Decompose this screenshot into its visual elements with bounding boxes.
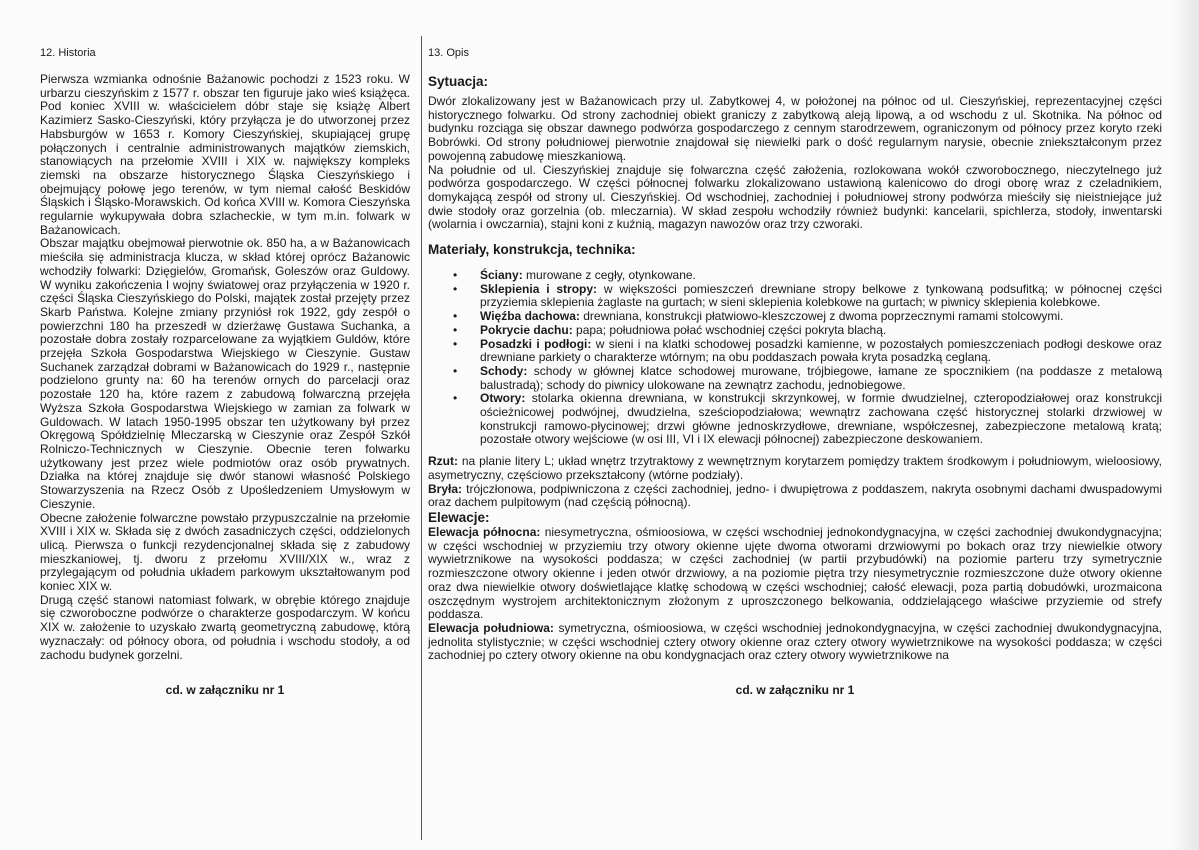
item-label: Schody: xyxy=(480,363,528,378)
scan-edge-shadow xyxy=(1171,0,1199,850)
item-text: w sieni i na klatki schodowej posadzki kamienne, w pozostałych pomieszczeniach podłogi deskowe oraz drewniane parkiety o charakterze wtórnym; na obu poddaszach powała kryta posadzką ceglaną. xyxy=(480,336,1162,365)
bullet-icon: • xyxy=(453,336,458,351)
bullet-icon: • xyxy=(453,309,458,324)
elewacja-polnocna-text: niesymetryczna, ośmioosiowa, w części wschodniej jednokondygnacyjna, w części zachodniej dwukondygnacyjna; w części wschodniej w przyziemiu trzy otwory okienne ujęte dwoma otworami drzwiowymi po bokach oraz trzy niewielkie otwory wywietrznikowe na wysokości poddasza; w części zachodniej (w partii przybudówki) na poziomie parteru trzy symetrycznie rozmieszczone otwory okienne i jeden otwór drzwiowy, a na poziomie piętra trzy niesymetrycznie rozmieszczone duże otwory okienne oraz dwa niewielkie otwory doświetlające klatkę schodową w części wschodniej; całość elewacji, poza partią dobudówki, urozmaicona oszczędnym wystrojem architektonicznym złożonym z uproszczonego belkowania, oddzielającego właściwe przyziemie od strefy poddasza. xyxy=(428,524,1162,622)
item-text: murowane z cegły, otynkowane. xyxy=(522,268,696,283)
materials-list xyxy=(428,269,1162,447)
heading-materialy: Materiały, konstrukcja, technika: xyxy=(428,242,636,258)
item-label: Ściany: xyxy=(480,268,523,283)
heading-sytuacja: Sytuacja: xyxy=(428,74,489,89)
continuation-note-left: cd. w załączniku nr 1 xyxy=(165,683,285,698)
bryla-label: Bryła: xyxy=(428,481,463,496)
item-label: Otwory: xyxy=(480,391,526,406)
bullet-icon: • xyxy=(453,322,458,337)
history-paragraph: Pierwsza wzmianka odnośnie Bażanowic pochodzi z 1523 roku. W urbarzu cieszyńskim z 1577 r. obszar ten figuruje jako wieś książęca. Pod koniec XVIII w. właścicielem dóbr staje się książę Albert Kazimierz Sasko-Cieszyński, który przyłącza je do utworzonej przez Habsburgów w 1653 r. Komory Cieszyńskiej, skupiającej grupę połączonych i centralnie administrowanych majątków ziemskich, stanowiących na przełomie XVIII i XIX w. największy kompleks ziemski na obszarze historycznego Śląska Cieszyńskiego i obejmujący połowę jego terenów, w tym niemal całość Beskidów Śląskich i Śląsko-Morawskich. Od końca XVIII w. Komora Cieszyńska regularnie wykupywała dobra szlacheckie, w tym m.in. folwark w Bażanowicach. xyxy=(40,72,410,237)
item-text: papa; południowa połać wschodniej części pokryta blachą. xyxy=(572,322,887,337)
history-column xyxy=(40,46,410,697)
column-divider xyxy=(421,36,422,840)
list-item xyxy=(453,336,1162,365)
bullet-icon: • xyxy=(453,391,458,406)
list-item xyxy=(453,391,1162,447)
elewacja-polnocna-label: Elewacja północna: xyxy=(428,524,541,539)
elewacja-poludniowa-label: Elewacja południowa: xyxy=(428,620,554,635)
item-label: Pokrycie dachu: xyxy=(480,322,573,337)
list-item xyxy=(453,268,1162,283)
sytuacja-paragraph: Dwór zlokalizowany jest w Bażanowicach przy ul. Zabytkowej 4, w położonej na północ od ul. Cieszyńskiej, reprezentacyjnej części historycznego folwarku. Od strony zachodniej obiekt graniczy z zabytkową aleją lipową, a od wschodu z ul. Skotnika. Na północ od budynku rozciąga się obszar dawnego podwórza gospodarczego z cennym starodrzewem, ograniczonym od północy przez koryto rzeki Bobrówki. Od strony południowej pierwotnie znajdował się niewielki park o dość regularnym narysie, obecnie zniekształconym przez powojenną zabudowę mieszkaniową. xyxy=(428,94,1162,163)
item-text: drewniana, konstrukcji płatwiowo-kleszczowej z dwoma poprzecznymi ramami stolcowymi. xyxy=(579,309,1064,324)
item-label: Sklepienia i stropy: xyxy=(480,281,598,296)
item-label: Więźba dachowa: xyxy=(480,309,580,324)
history-paragraph: Obecne założenie folwarczne powstało przypuszczalnie na przełomie XVIII i XIX w. Składa się z dwóch zasadniczych części, oddzielonych ulicą. Pierwsza o funkcji rezydencjonalnej składa się z zabudowy mieszkaniowej, tj. dworu z przełomu XVIII/XIX w., wraz z przylegającym od południa układem parkowym ukształtowanym pod koniec XIX w. xyxy=(40,510,410,594)
list-item xyxy=(453,363,1162,392)
item-text: schody w głównej klatce schodowej murowane, trójbiegowe, łamane ze spocznikiem (na poddasze z metalową balustradą); schody do piwnicy ulokowane na zewnątrz zachodu, jednobiegowe. xyxy=(480,363,1162,392)
list-item xyxy=(453,281,1162,310)
section-label-opis: 13. Opis xyxy=(428,47,469,59)
item-label: Posadzki i podłogi: xyxy=(480,336,592,351)
elewacja-poludniowa-text: symetryczna, ośmioosiowa, w części wschodniej jednokondygnacyjna, w części zachodniej dwukondygnacyjna, jednolita stylistycznie; w części wschodniej cztery otwory okienne oraz cztery otwory wywietrznikowe na wysokości poddasza; w części zachodniej po cztery otwory okienne na obu kondygnacjach oraz cztery otwory wywietrznikowe na xyxy=(428,620,1162,663)
history-paragraph: Drugą część stanowi natomiast folwark, w obrębie którego znajduje się czworoboczne podwórze o charakterze gospodarczym. W końcu XIX w. założenie to uzyskało zwartą geometryczną zabudowę, którą wyznaczały: od północy obora, od południa i wschodu stodoły, a od zachodu budynek gorzelni. xyxy=(40,592,410,662)
list-item xyxy=(453,322,1162,338)
elewacje-block xyxy=(428,526,1162,663)
rzut-text: na planie litery L; układ wnętrz trzytraktowy z wewnętrznym korytarzem pomiędzy traktem środkowym i południowym, wieloosiowy, asymetryczny, częściowo przekształcony (wtórne podziały). xyxy=(428,454,1162,482)
heading-elewacje: Elewacje: xyxy=(428,509,490,525)
sytuacja-text xyxy=(428,95,1162,232)
rzut-block xyxy=(428,455,1162,510)
sytuacja-paragraph: Na południe od ul. Cieszyńskiej znajduje się folwarczna część założenia, rozlokowana wokół czworobocznego, nieczytelnego już podwórza gospodarczego. W części północnej folwarku zlokalizowano ustawioną kalenicowo do drogi oborę wraz z czeladnikiem, domykającą zespół od strony ul. Cieszyńskiej. Od wschodniej, zachodniej i południowej strony podwórza mieściły się nieistniejące już dwie stodoły oraz gorzelnia (ob. mleczarnia). W skład zespołu wchodziły również budynki: kancelarii, spichlerza, stodoły, inwentarski (wolarnia i owczarnia), stajni koni z kuźnią, magazyn nawozów oraz trzy czworaki. xyxy=(428,162,1162,232)
history-text xyxy=(40,73,410,662)
bullet-icon: • xyxy=(453,268,458,283)
section-label-historia: 12. Historia xyxy=(40,47,96,59)
bullet-icon: • xyxy=(453,363,458,378)
bullet-icon: • xyxy=(453,281,458,296)
history-paragraph: Obszar majątku obejmował pierwotnie ok. 850 ha, a w Bażanowicach mieściła się administracja klucza, w skład której oprócz Bażanowic wchodziły folwarki: Dzięgielów, Gromańsk, Goleszów oraz Guldowy. W wyniku zakończenia I wojny światowej oraz przyłączenia w 1920 r. części Śląska Cieszyńskiego do Polski, majątek został przejęty przez Skarb Państwa. Kolejne zmiany przyniósł rok 1922, gdy zespół o powierzchni 180 ha przeszedł w dzierżawę Gustawa Suchanka, a pozostałe dobra zostały rozparcelowane za wyjątkiem Guldów, które przejęła Szkoła Gospodarstwa Wiejskiego w Cieszynie. Gustaw Suchanek zarządzał dobrami w Bażanowicach do 1929 r., następnie podzielono grunty na: 60 ha terenów ornych do parcelacji oraz pozostałe 120 ha, które razem z zabudową folwarczną przejęła Wyższa Szkoła Gospodarstwa Wiejskiego w zamian za folwark w Guldowach. W latach 1950-1995 obszar ten użytkowany był przez Okręgową Spółdzielnię Mleczarską w Cieszynie oraz Zespół Szkół Rolniczo-Technicznych w Cieszynie. Obecnie teren folwarku użytkowany jest przez wiele podmiotów oraz osób prywatnych. Działka na której znajduje się dwór stanowi własność Polskiego Stowarzyszenia na Rzecz Osób z Upośledzeniem Umysłowym w Cieszynie. xyxy=(40,236,410,511)
rzut-label: Rzut: xyxy=(428,454,458,469)
description-column xyxy=(428,46,1162,697)
continuation-note-right: cd. w załączniku nr 1 xyxy=(735,683,855,698)
item-text: stolarka okienna drewniana, w konstrukcji skrzynkowej, w formie dwudzielnej, czteropodziałowej oraz konstrukcji ościeżnicowej podwójnej, dwudzielna, sześciopodziałowa; wewnątrz zachowana część historycznej stolarki drzwiowej w konstrukcji ramowo-płycinowej; drzwi główne jednoskrzydłowe, drewniane, współczesnej, zabezpieczone metalową kratą; pozostałe otwory wejściowe (w osi III, VI i IX elewacji północnej) zabezpieczone deskowaniem. xyxy=(480,391,1162,447)
bryla-text: trójczłonowa, podpiwniczona z części zachodniej, jedno- i dwupiętrowa z poddaszem, nakryta osobnymi dachami dwuspadowymi oraz dachem pulpitowym (nad częścią północną). xyxy=(428,481,1162,510)
item-text: w większości pomieszczeń drewniane stropy belkowe z tynkowaną podsufitką; w północnej części przyziemia sklepienia żaglaste na gurtach; w sieni sklepienia kolebkowe na gurtach; w piwnicy sklepienia kolebkowe. xyxy=(480,281,1162,310)
list-item xyxy=(453,309,1162,324)
